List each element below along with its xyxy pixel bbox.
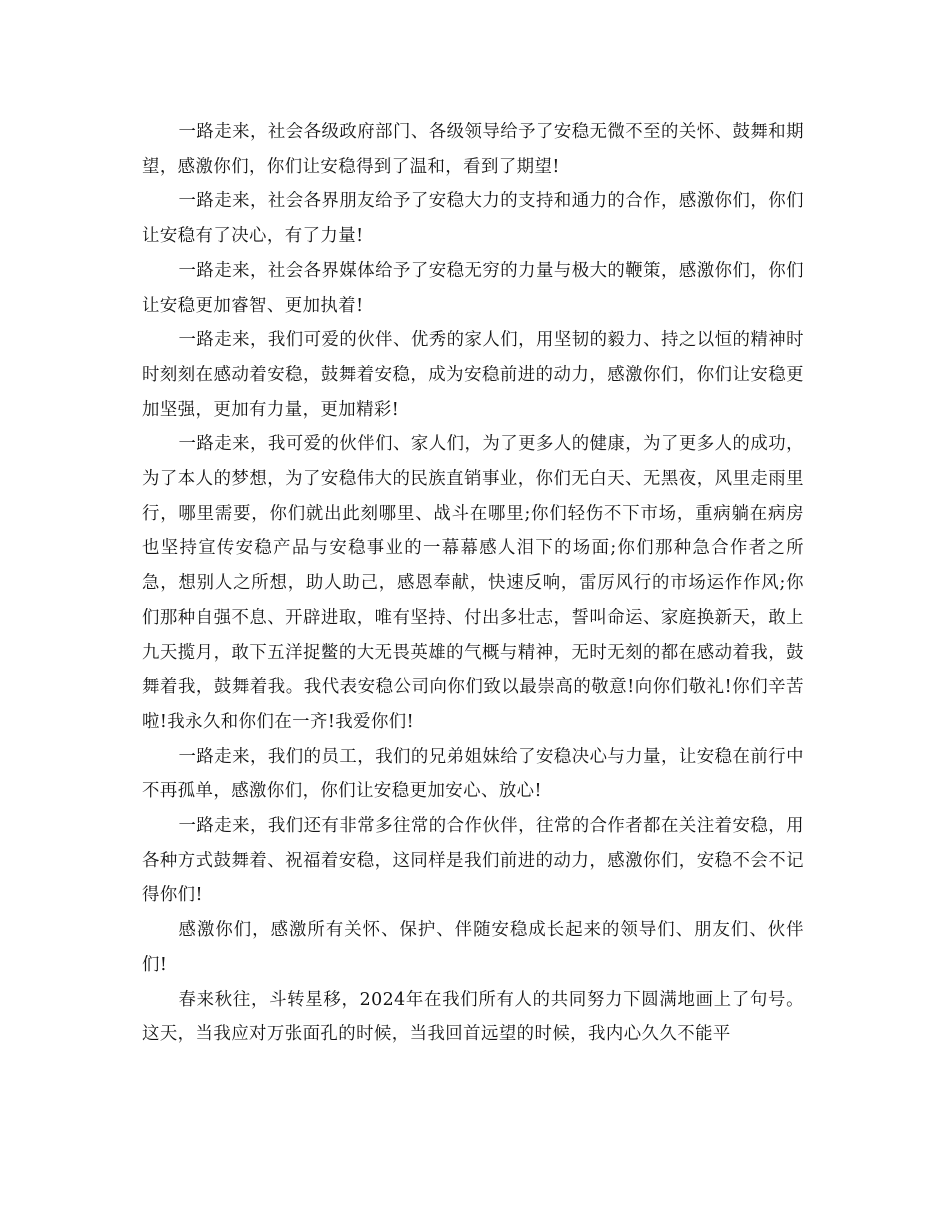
paragraph: 一路走来，我可爱的伙伴们、家人们，为了更多人的健康，为了更多人的成功，为了本人的梦想，为了安稳伟大的民族直销事业，你们无白天、无黑夜，风里走雨里行，哪里需要，你们就出此刻哪里、战斗在哪里;你们轻伤不下市场，重病躺在病房也坚持宣传安稳产品与安稳事业的一幕幕感人泪下的场面;你们那种急合作者之所急，想别人之所想，助人助己，感恩奉献，快速反响，雷厉风行的市场运作作风;你们那种自强不息、开辟进取，唯有坚持、付出多壮志，誓叫命运、家庭换新天，敢上九天揽月，敢下五洋捉鳖的大无畏英雄的气概与精神，无时无刻的都在感动着我，鼓舞着我，鼓舞着我。我代表安稳公司向你们致以最崇高的敬意!向你们敬礼!你们辛苦啦!我永久和你们在一齐!我爱你们! bbox=[142, 434, 804, 732]
paragraph: 春来秋往，斗转星移，2024年在我们所有人的共同努力下圆满地画上了句号。这天，当我应对万张面孔的时候，当我回首远望的时候，我内心久久不能平 bbox=[142, 989, 804, 1045]
paragraph: 一路走来，我们还有非常多往常的合作伙伴，往常的合作者都在关注着安稳，用各种方式鼓舞着、祝福着安稳，这同样是我们前进的动力，感激你们，安稳不会不记得你们! bbox=[142, 816, 804, 906]
paragraph: 一路走来，社会各界朋友给予了安稳大力的支持和通力的合作，感激你们，你们让安稳有了决心，有了力量! bbox=[142, 191, 804, 247]
paragraph: 一路走来，我们可爱的伙伴、优秀的家人们，用坚韧的毅力、持之以恒的精神时时刻刻在感动着安稳，鼓舞着安稳，成为安稳前进的动力，感激你们，你们让安稳更加坚强，更加有力量，更加精彩! bbox=[142, 330, 804, 420]
paragraph: 感激你们，感激所有关怀、保护、伴随安稳成长起来的领导们、朋友们、伙伴们! bbox=[142, 920, 804, 975]
paragraph: 一路走来，我们的员工，我们的兄弟姐妹给了安稳决心与力量，让安稳在前行中不再孤单，感激你们，你们让安稳更加安心、放心! bbox=[142, 746, 804, 802]
document-body bbox=[142, 115, 804, 1052]
paragraph: 一路走来，社会各界媒体给予了安稳无穷的力量与极大的鞭策，感激你们，你们让安稳更加睿智、更加执着! bbox=[142, 260, 804, 316]
paragraph: 一路走来，社会各级政府部门、各级领导给予了安稳无微不至的关怀、鼓舞和期望，感激你们，你们让安稳得到了温和，看到了期望! bbox=[142, 122, 804, 177]
